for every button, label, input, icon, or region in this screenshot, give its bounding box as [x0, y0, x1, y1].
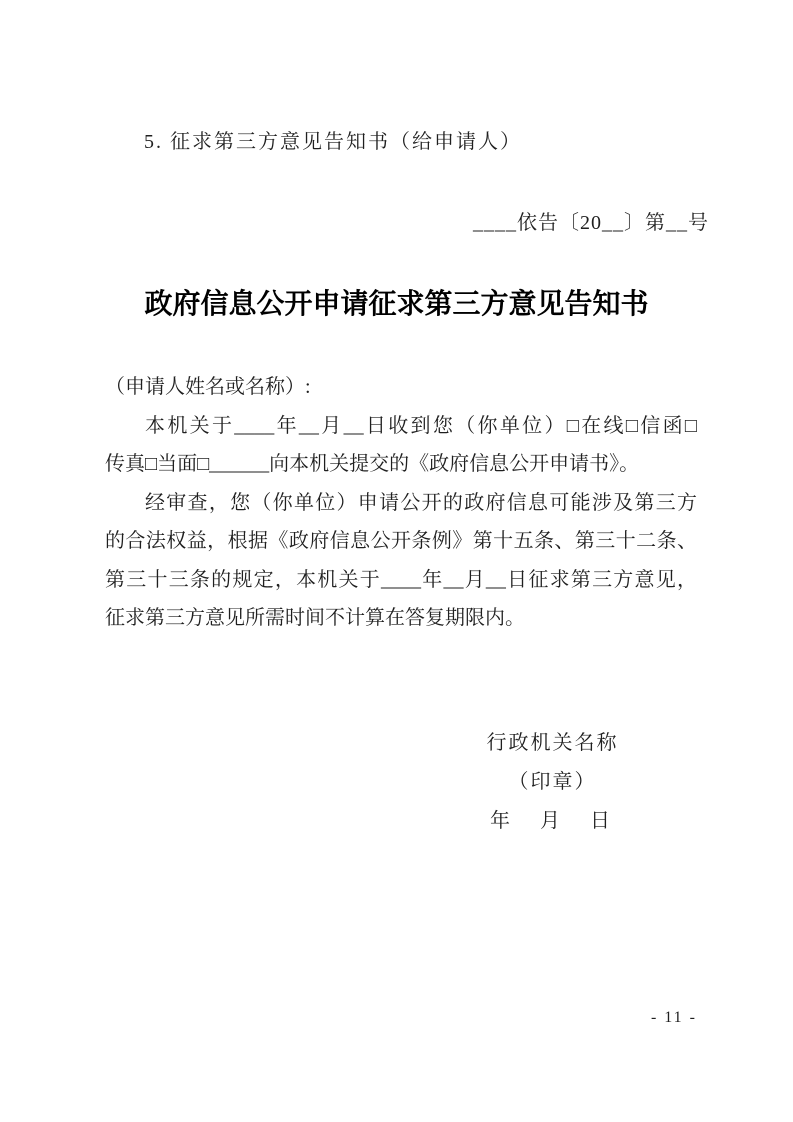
page-number: - 11 -	[650, 1009, 697, 1026]
signature-block	[415, 724, 690, 841]
body-line-receipt-2: 传真□当面□______向本机关提交的《政府信息公开申请书》。	[105, 453, 640, 475]
body-line-review-4: 征求第三方意见所需时间不计算在答复期限内。	[105, 607, 525, 629]
agency-name-line: 行政机关名称	[486, 732, 619, 754]
body-line-receipt-1: 本机关于____年__月__日收到您（你单位）□在线□信函□	[145, 414, 697, 437]
body-line-review-2: 的合法权益，根据《政府信息公开条例》第十五条、第三十二条、	[105, 530, 697, 552]
addressee-line: （申请人姓名或名称）:	[105, 376, 311, 398]
body-line-review-3: 第三十三条的规定，本机关于____年__月__日征求第三方意见，	[105, 568, 697, 591]
section-label: 5. 征求第三方意见告知书（给申请人）	[144, 131, 522, 153]
seal-line: （印章）	[508, 771, 597, 793]
body-text-block	[105, 368, 697, 638]
body-line-review-1: 经审查，您（你单位）申请公开的政府信息可能涉及第三方	[145, 491, 697, 514]
doc-reference-number: ____依告〔20__〕第__号	[473, 212, 709, 234]
page-title: 政府信息公开申请征求第三方意见告知书	[144, 289, 649, 320]
date-line: 年 月 日	[490, 810, 615, 832]
